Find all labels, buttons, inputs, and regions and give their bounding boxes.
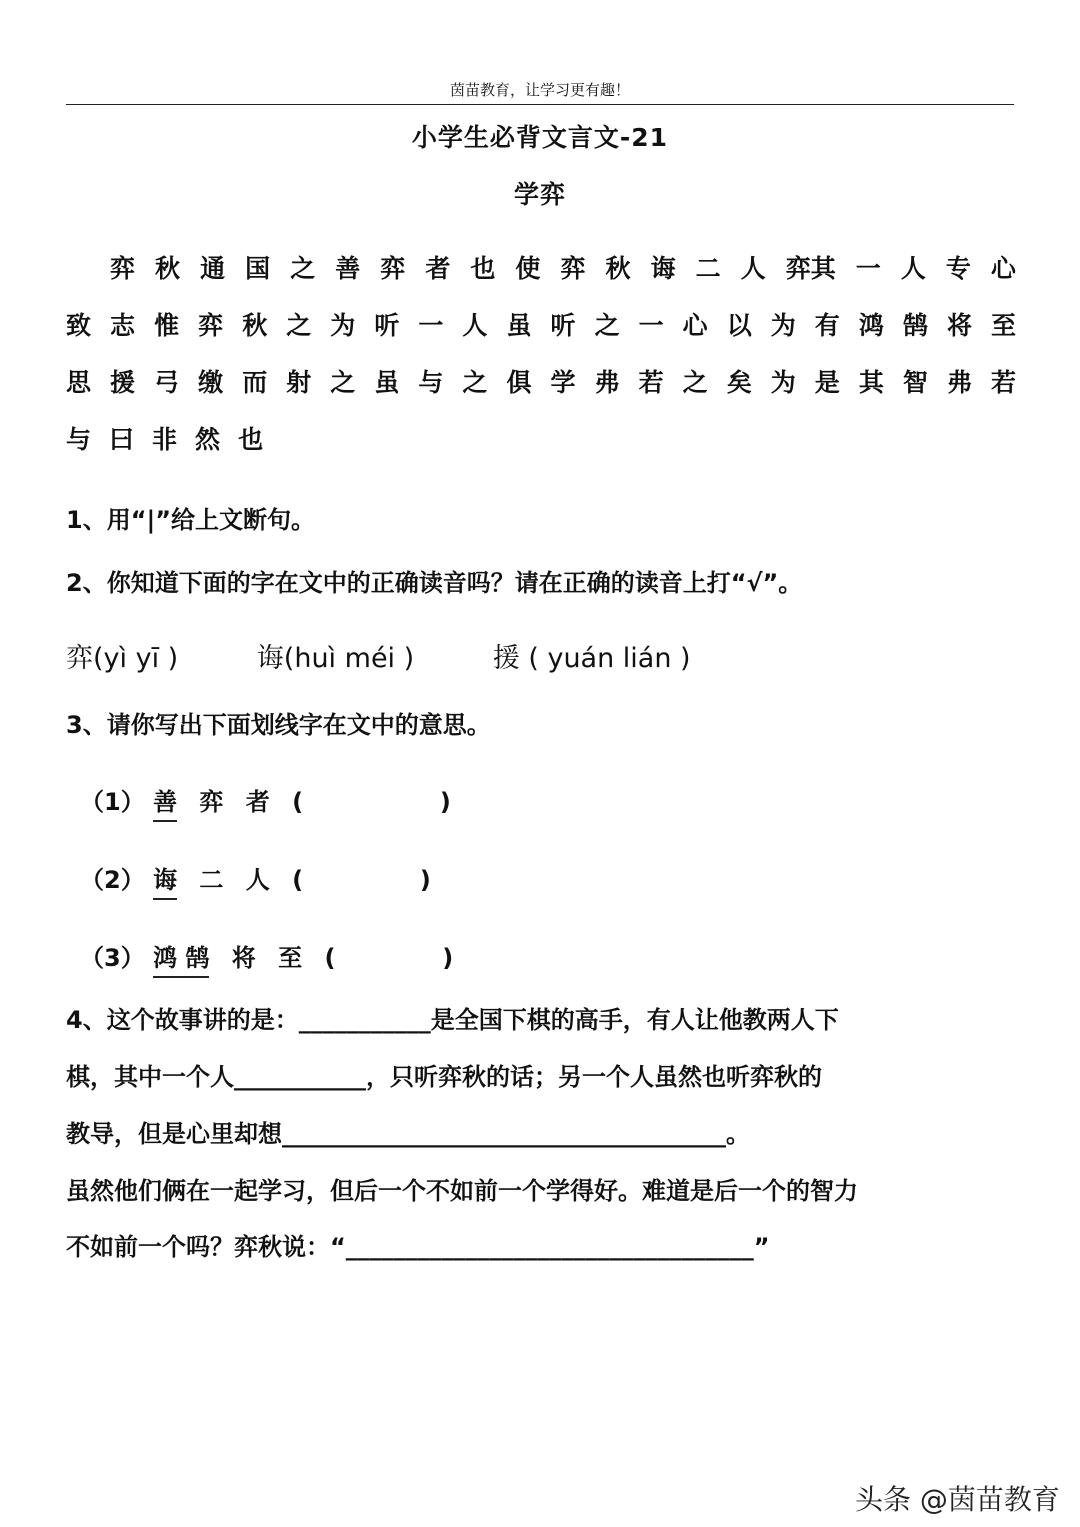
passage-char: 虽 [374, 368, 400, 397]
passage-char: 非 [152, 425, 178, 454]
passage-char: 也 [470, 254, 496, 283]
passage-char: 若 [990, 368, 1016, 397]
pinyin-group-hui: 诲(huì méi ) [256, 643, 415, 674]
passage-char: 以 [726, 311, 752, 340]
passage-char: 为 [770, 368, 796, 397]
passage-char: 专 [945, 254, 971, 283]
passage-char: 一 [638, 311, 664, 340]
passage-char: 心 [682, 311, 708, 340]
question-4-line: 棋，其中一个人___________，只听弈秋的话；另一个人虽然也听弈秋的 [66, 1063, 822, 1091]
paren-close: ) [439, 788, 451, 816]
passage-char: 矣 [726, 368, 752, 397]
paren-open: ( [292, 866, 304, 894]
sub-label: （3） [80, 944, 145, 972]
passage-char: 鸿 [858, 311, 884, 340]
passage-char: 弈 [110, 254, 136, 283]
passage-line [66, 304, 1016, 344]
passage-char: 也 [238, 425, 264, 454]
passage-char: 学 [550, 368, 576, 397]
pinyin-group-yuan: 援 ( yuán lián ) [492, 643, 691, 674]
passage-char: 一 [855, 254, 881, 283]
question-4-line: 教导，但是心里却想_____________________________________。 [66, 1120, 750, 1148]
word-char: 人 [245, 866, 270, 894]
word-char: 弈 [199, 788, 224, 816]
passage-char: 之 [462, 368, 488, 397]
header-divider [66, 104, 1014, 105]
question-3: 3、请你写出下面划线字在文中的意思。 [66, 711, 491, 739]
passage-char: 援 [110, 368, 136, 397]
word-char: 至 [278, 944, 303, 972]
passage-char: 秋 [155, 254, 181, 283]
question-4-line: 4、这个故事讲的是：___________是全国下棋的高手，有人让他教两人下 [66, 1006, 839, 1034]
underlined-word: 善 [153, 788, 177, 822]
passage-char: 弈 [380, 254, 406, 283]
passage-char: 射 [286, 368, 312, 397]
passage-char: 诲 [650, 254, 676, 283]
passage-char: 为 [330, 311, 356, 340]
passage-char: 人 [740, 254, 766, 283]
word-char: 者 [245, 788, 270, 816]
sub-question-3 [80, 938, 453, 973]
underlined-word: 诲 [153, 866, 177, 900]
paren-close: ) [419, 866, 431, 894]
passage-char: 然 [195, 425, 221, 454]
pinyin-group-yi: 弈(yì yī ) [66, 643, 179, 674]
passage-char: 与 [66, 425, 92, 454]
paren-open: ( [324, 944, 336, 972]
question-4-line: 不如前一个吗？弈秋说：“__________________________________” [66, 1233, 770, 1261]
passage-char: 其 [858, 368, 884, 397]
passage-char: 至 [990, 311, 1016, 340]
word-char: 二 [199, 866, 224, 894]
passage-char: 弗 [594, 368, 620, 397]
passage-line [66, 418, 1016, 458]
passage-char: 是 [814, 368, 840, 397]
passage-char: 曰 [109, 425, 135, 454]
passage-char: 与 [418, 368, 444, 397]
passage-char: 虽 [506, 311, 532, 340]
passage-char: 听 [550, 311, 576, 340]
passage-char: 善 [335, 254, 361, 283]
passage-char: 有 [814, 311, 840, 340]
passage-char: 人 [900, 254, 926, 283]
passage-char: 弈 [198, 311, 224, 340]
passage-line [66, 361, 1016, 401]
sub-question-1 [80, 782, 451, 817]
passage-char: 弈 [560, 254, 586, 283]
passage-char: 志 [110, 311, 136, 340]
passage-char: 者 [425, 254, 451, 283]
passage-char: 使 [515, 254, 541, 283]
question-1: 1、用“|”给上文断句。 [66, 506, 316, 534]
word-char: 将 [231, 944, 256, 972]
passage-char: 之 [286, 311, 312, 340]
passage-char: 为 [770, 311, 796, 340]
passage-char: 二 [695, 254, 721, 283]
passage-char: 若 [638, 368, 664, 397]
pinyin-options [66, 636, 761, 675]
paren-open: ( [292, 788, 304, 816]
passage-char: 弓 [154, 368, 180, 397]
passage-char: 弗 [946, 368, 972, 397]
question-4-line: 虽然他们俩在一起学习，但后一个不如前一个学得好。难道是后一个的智力 [66, 1177, 858, 1205]
watermark: 头条 @茵苗教育 [855, 1483, 1060, 1516]
passage-char: 而 [242, 368, 268, 397]
passage-char: 将 [946, 311, 972, 340]
sub-question-2 [80, 860, 431, 895]
passage-char: 之 [330, 368, 356, 397]
passage-char: 秋 [605, 254, 631, 283]
passage-char: 致 [66, 311, 92, 340]
passage-char: 国 [245, 254, 271, 283]
passage-char: 秋 [242, 311, 268, 340]
sub-label: （1） [80, 788, 145, 816]
page-title: 小学生必背文言文-21 [411, 123, 669, 152]
paren-close: ) [442, 944, 454, 972]
passage-title: 学弈 [513, 180, 566, 209]
passage-char: 心 [990, 254, 1016, 283]
passage-char: 通 [200, 254, 226, 283]
question-2: 2、你知道下面的字在文中的正确读音吗？请在正确的读音上打“√”。 [66, 569, 803, 597]
passage-char: 之 [682, 368, 708, 397]
passage-char: 之 [594, 311, 620, 340]
passage-char: 缴 [198, 368, 224, 397]
sub-label: （2） [80, 866, 145, 894]
passage-char: 鹄 [902, 311, 928, 340]
passage-char: 弈其 [785, 254, 836, 283]
passage-char: 智 [902, 368, 928, 397]
underlined-word: 鸿 鹄 [153, 944, 209, 978]
passage-char: 之 [290, 254, 316, 283]
passage-char: 一 [418, 311, 444, 340]
passage-char: 俱 [506, 368, 532, 397]
passage-char: 惟 [154, 311, 180, 340]
passage-char: 听 [374, 311, 400, 340]
passage-line [110, 247, 1016, 287]
passage-char: 思 [66, 368, 92, 397]
passage-char: 人 [462, 311, 488, 340]
header-slogan: 茵苗教育，让学习更有趣！ [449, 81, 630, 99]
